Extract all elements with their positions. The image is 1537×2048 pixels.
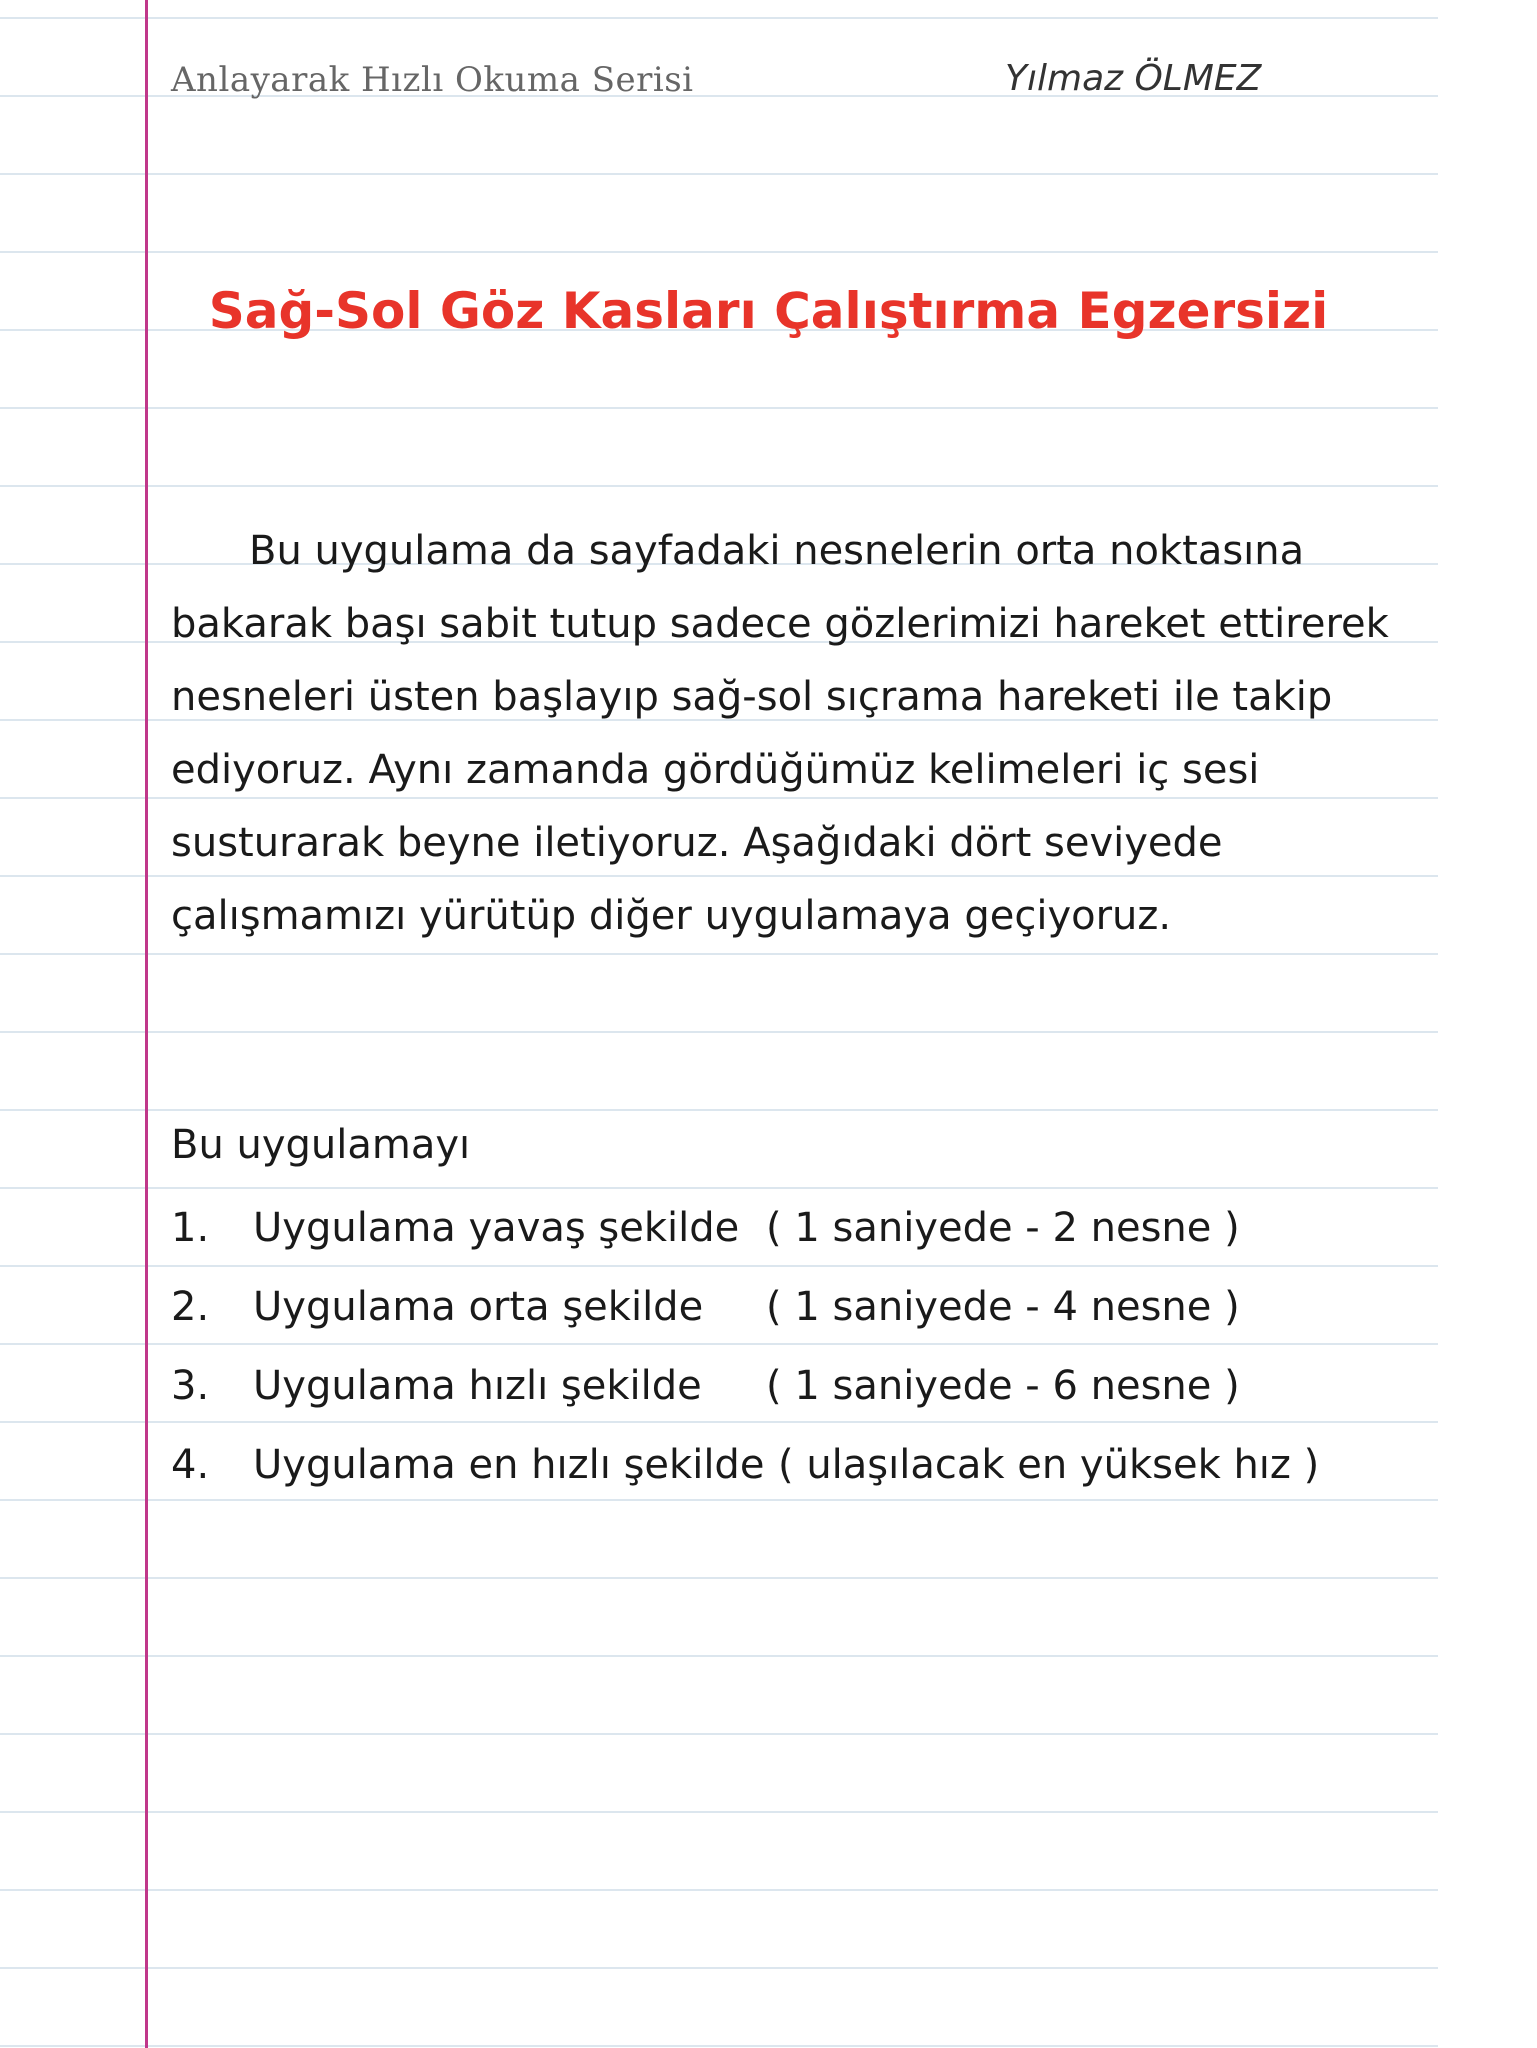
step-number: 3. — [171, 1363, 210, 1409]
step-label: Uygulama yavaş şekilde — [253, 1205, 740, 1251]
step-label: Uygulama orta şekilde — [253, 1284, 704, 1330]
page-title: Sağ-Sol Göz Kasları Çalıştırma Egzersizi — [208, 282, 1329, 340]
steps-list — [171, 1198, 1320, 1514]
step-rate: ( 1 saniyede - 2 nesne ) — [766, 1205, 1240, 1251]
step-rate: ( ulaşılacak en yüksek hız ) — [778, 1442, 1320, 1488]
steps-intro: Bu uygulamayı — [171, 1122, 471, 1168]
list-item — [171, 1435, 1320, 1514]
step-number: 2. — [171, 1284, 210, 1330]
step-label: Uygulama en hızlı şekilde — [253, 1442, 765, 1488]
author-name: Yılmaz ÖLMEZ — [1005, 58, 1262, 99]
step-label: Uygulama hızlı şekilde — [253, 1363, 702, 1409]
step-number: 4. — [171, 1442, 210, 1488]
instruction-text — [171, 515, 1431, 953]
instruction-paragraph: Bu uygulama da sayfadaki nesnelerin orta noktasına bakarak başı sabit tutup sadece gözlerimizi hareket ettirerek nesneleri üsten başlayıp sağ-sol sıçrama hareketi ile takip ediyoruz. Aynı zamanda gördüğümüz kelimeleri iç sesi susturarak beyne iletiyoruz. Aşağıdaki dört seviyede çalışmamızı yürütüp diğer uygulamaya geçiyoruz. — [171, 528, 1389, 939]
step-number: 1. — [171, 1205, 210, 1251]
list-item — [171, 1198, 1240, 1277]
list-item — [171, 1356, 1240, 1435]
list-item — [171, 1277, 1240, 1356]
series-title: Anlayarak Hızlı Okuma Serisi — [171, 60, 694, 100]
step-rate: ( 1 saniyede - 4 nesne ) — [766, 1284, 1240, 1330]
step-rate: ( 1 saniyede - 6 nesne ) — [766, 1363, 1240, 1409]
